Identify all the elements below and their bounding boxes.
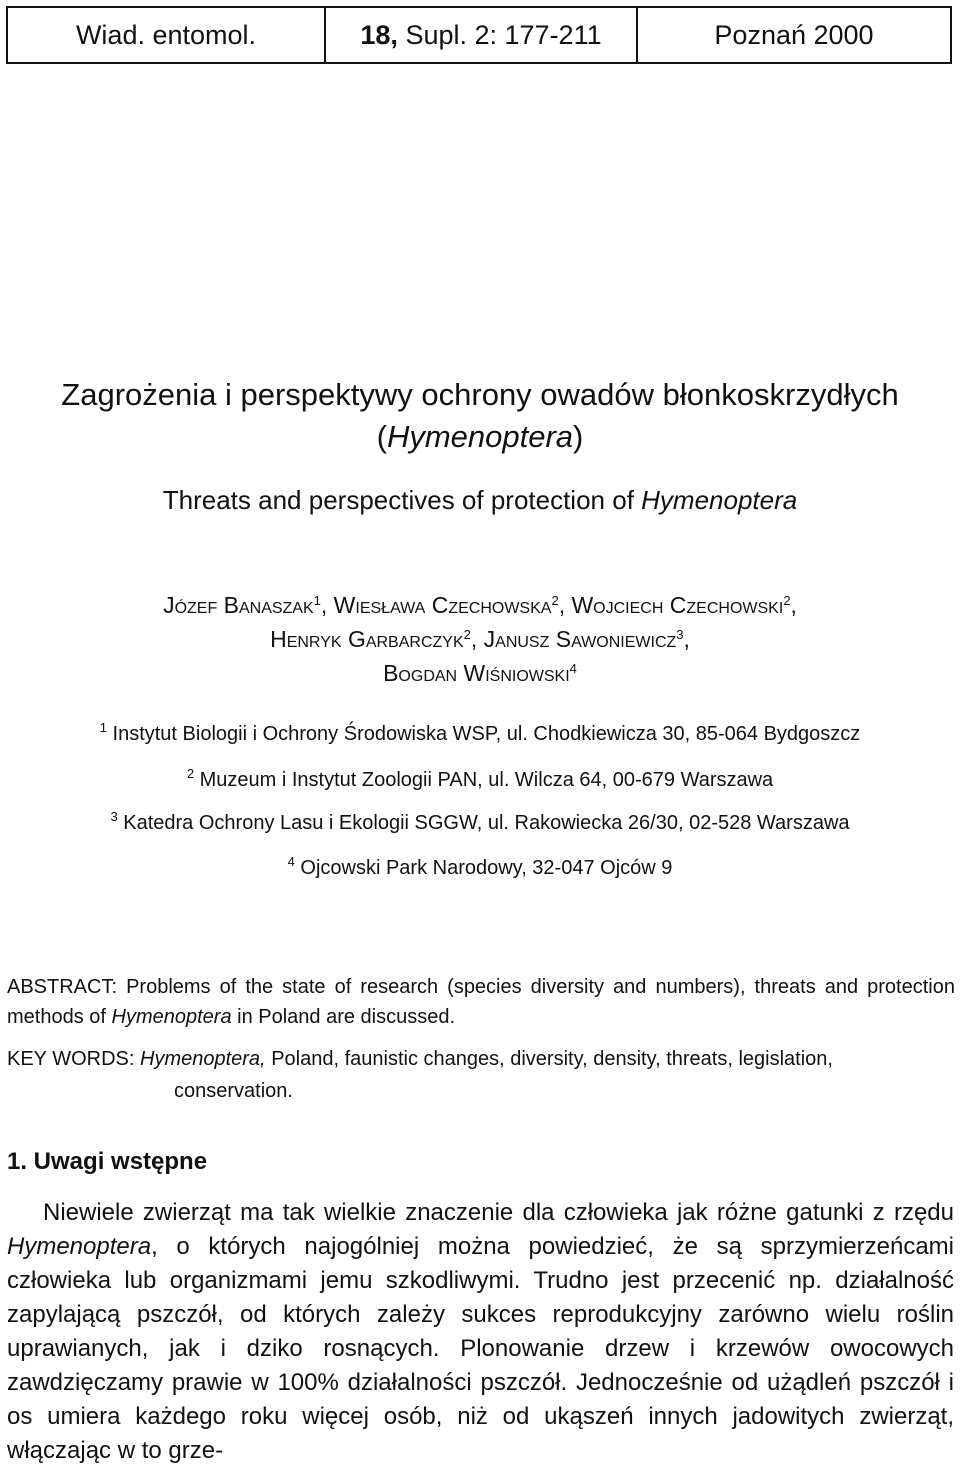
author-6-aff: 4 bbox=[569, 661, 577, 676]
affiliation-4-num: 4 bbox=[287, 854, 295, 869]
keywords-label: KEY WORDS: bbox=[7, 1048, 135, 1070]
keywords bbox=[7, 1043, 955, 1107]
abstract-text-end: in Poland are discussed. bbox=[237, 1006, 456, 1028]
affiliation-2-num: 2 bbox=[186, 766, 195, 781]
body-paragraph bbox=[7, 1196, 954, 1468]
author-4: Henryk Garbarczyk bbox=[270, 626, 464, 652]
author-5: Janusz Sawoniewicz bbox=[483, 626, 677, 652]
journal-header bbox=[6, 6, 952, 64]
affiliation-2 bbox=[0, 766, 960, 792]
keywords-text: Poland, faunistic changes, diversity, density, threats, legislation, conservation. bbox=[174, 1048, 833, 1102]
title-english-main: Threats and perspectives of protection of bbox=[162, 485, 634, 515]
affiliation-4 bbox=[0, 854, 960, 880]
title-polish bbox=[0, 374, 960, 458]
body-latin-name: Hymenoptera bbox=[7, 1233, 152, 1260]
keywords-latin-name: Hymenoptera, bbox=[140, 1048, 266, 1070]
author-line-1: Józef Banaszak$^1$, Wiesława Czechowska$^2$, Wojciech Czechowski$^2$, bbox=[163, 592, 797, 618]
volume-pages bbox=[326, 8, 638, 62]
abstract-text: Problems of the state of research (species diversity and numbers), threats and protection methods of bbox=[7, 976, 955, 1028]
author-2: Wiesława Czechowska bbox=[333, 592, 552, 618]
journal-name-text: Wiad. entomol. bbox=[75, 19, 257, 50]
title-english-latin-name: Hymenoptera bbox=[641, 485, 798, 515]
place-year bbox=[638, 8, 950, 62]
title-polish-main: Zagrożenia i perspektywy ochrony owadów błonkoskrzydłych bbox=[61, 377, 899, 412]
affiliation-1-text: Instytut Biologii i Ochrony Środowiska WSP, ul. Chodkiewicza 30, 85-064 Bydgoszcz bbox=[112, 723, 861, 745]
abstract bbox=[7, 972, 955, 1032]
affiliation-4-text: Ojcowski Park Narodowy, 32-047 Ojców 9 bbox=[300, 857, 673, 879]
affiliation-3 bbox=[0, 809, 960, 835]
body-text-start: Niewiele zwierząt ma tak wielkie znaczenie dla człowieka jak różne gatunki z rzędu bbox=[43, 1199, 954, 1226]
abstract-latin-name: Hymenoptera bbox=[111, 1006, 232, 1028]
journal-name bbox=[8, 8, 326, 62]
title-english bbox=[0, 485, 960, 516]
author-2-aff: 2 bbox=[551, 593, 559, 608]
abstract-label: ABSTRACT: bbox=[7, 976, 118, 998]
volume-number: 18, bbox=[360, 19, 398, 50]
affiliation-3-num: 3 bbox=[110, 809, 118, 824]
author-3-aff: 2 bbox=[783, 593, 791, 608]
title-polish-latin: (Hymenoptera) bbox=[376, 419, 584, 454]
author-line-3 bbox=[0, 656, 960, 690]
author-5-aff: 3 bbox=[676, 627, 684, 642]
author-6: Bogdan Wiśniowski bbox=[383, 660, 570, 686]
author-3: Wojciech Czechowski bbox=[571, 592, 784, 618]
author-4-aff: 2 bbox=[463, 627, 471, 642]
body-text-rest: , o których najogólniej można powiedzieć, że są sprzymierzeńcami człowieka lub organizmami jemu szkodliwymi. Trudno jest przecenić np. działalność zapylającą pszczół, od których zależy sukces reprodukcyjny zarówno wielu roślin uprawianych, jak i dziko rosnących. Plonowanie drzew i krzewów owocowych zawdzięczamy prawie w 100% działalności pszczół. Jednocześnie od użądleń pszczół i os umiera każdego roku więcej osób, niż od ukąszeń innych jadowitych zwierząt, włączając w to grze- bbox=[7, 1233, 954, 1464]
supplement-pages: Supl. 2: 177-211 bbox=[405, 19, 602, 50]
affiliation-1 bbox=[0, 720, 960, 746]
author-line-2: Henryk Garbarczyk$^2$, Janusz Sawoniewicz$^3$, bbox=[270, 626, 690, 652]
affiliation-1-num: 1 bbox=[99, 720, 107, 735]
affiliation-3-text: Katedra Ochrony Lasu i Ekologii SGGW, ul. Rakowiecka 26/30, 02-528 Warszawa bbox=[123, 812, 850, 834]
author-list bbox=[0, 588, 960, 690]
section-heading: 1. Uwagi wstępne bbox=[7, 1148, 208, 1175]
author-1: Józef Banaszak bbox=[163, 592, 314, 618]
author-1-aff: 1 bbox=[313, 593, 321, 608]
title-polish-latin-name: Hymenoptera bbox=[386, 419, 574, 454]
affiliation-2-text: Muzeum i Instytut Zoologii PAN, ul. Wilcza 64, 00-679 Warszawa bbox=[199, 769, 774, 791]
place-year-text: Poznań 2000 bbox=[714, 19, 874, 50]
